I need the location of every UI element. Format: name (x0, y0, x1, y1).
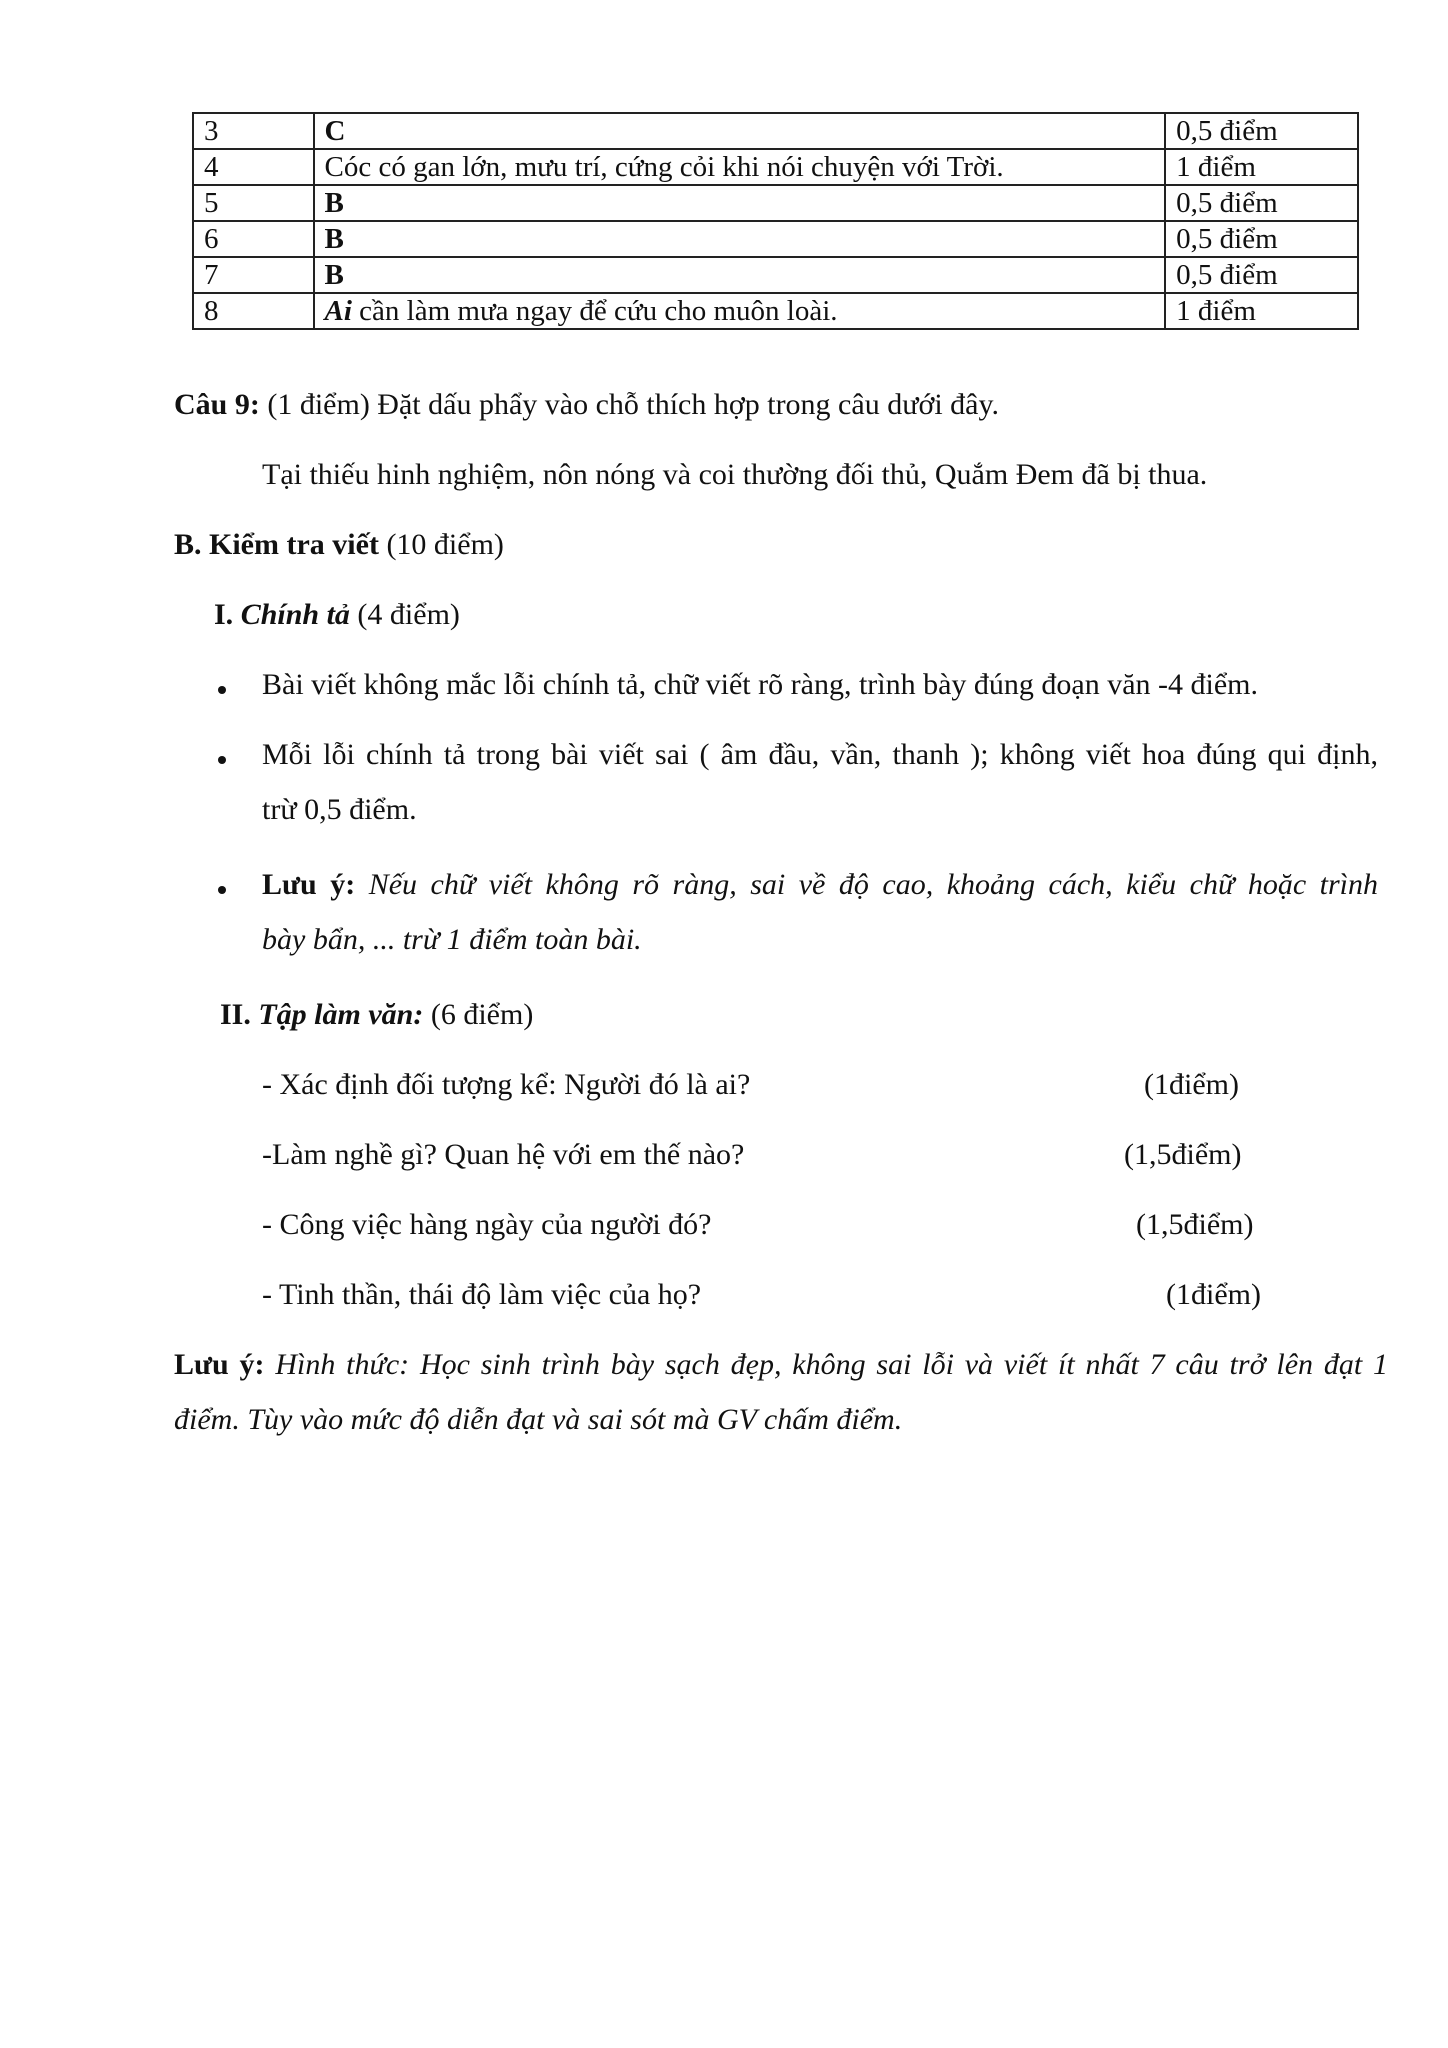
question-number: 3 (193, 113, 314, 149)
answer-rest: cần làm mưa ngay để cứu cho muôn loài. (351, 295, 838, 327)
part-2-heading (220, 998, 533, 1032)
rubric-item-1: - Xác định đối tượng kể: Người đó là ai? (262, 1068, 751, 1101)
bullet-icon (218, 686, 226, 694)
points-cell: 0,5 điểm (1165, 221, 1358, 257)
question-number: 5 (193, 185, 314, 221)
bullet-1-text: Bài viết không mắc lỗi chính tả, chữ viết rõ ràng, trình bày đúng đoạn văn -4 điểm. (262, 668, 1259, 701)
answer-cell (314, 293, 1166, 329)
bullet-2-text-cont: trừ 0,5 điểm. (262, 793, 417, 826)
points-cell: 0,5 điểm (1165, 113, 1358, 149)
question-9 (174, 388, 999, 422)
answer-cell: B (314, 221, 1166, 257)
final-note-line-1: Hình thức: Học sinh trình bày sạch đẹp, không sai lỗi và viết ít nhất 7 câu trở lên đạt 1 (264, 1348, 1389, 1381)
rubric-points-2: (1,5điểm) (1124, 1138, 1242, 1171)
part-2-title: Tập làm văn: (258, 998, 424, 1031)
part-1-roman: I. (214, 598, 234, 631)
points-cell: 0,5 điểm (1165, 185, 1358, 221)
question-9-text: (1 điểm) Đặt dấu phẩy vào chỗ thích hợp trong câu dưới đây. (259, 388, 1000, 421)
answer-cell: C (314, 113, 1166, 149)
points-cell: 1 điểm (1165, 149, 1358, 185)
answer-cell: B (314, 257, 1166, 293)
points-cell: 1 điểm (1165, 293, 1358, 329)
bullet-3-body: Nếu chữ viết không rõ ràng, sai về độ cao, khoảng cách, kiểu chữ hoặc trình (355, 868, 1378, 901)
bullet-2-text: Mỗi lỗi chính tả trong bài viết sai ( âm đầu, vần, thanh ); không viết hoa đúng qui định, (262, 738, 1378, 771)
table-row (193, 293, 1358, 329)
table-row (193, 149, 1358, 185)
section-b-title: B. Kiểm tra viết (174, 528, 379, 561)
table-row (193, 257, 1358, 293)
rubric-points-3: (1,5điểm) (1136, 1208, 1254, 1241)
table-row (193, 113, 1358, 149)
final-note-label: Lưu ý: (174, 1348, 265, 1381)
bullet-icon (218, 886, 226, 894)
rubric-item-3: - Công việc hàng ngày của người đó? (262, 1208, 712, 1241)
part-1-title: Chính tả (240, 598, 350, 631)
question-number: 7 (193, 257, 314, 293)
bullet-icon (218, 756, 226, 764)
table-row (193, 221, 1358, 257)
answer-subject: Ai (324, 295, 352, 327)
part-1-heading (214, 598, 460, 632)
question-number: 8 (193, 293, 314, 329)
answer-cell: Cóc có gan lớn, mưu trí, cứng cỏi khi nói chuyện với Trời. (314, 149, 1166, 185)
rubric-item-2: -Làm nghề gì? Quan hệ với em thế nào? (262, 1138, 745, 1171)
table-row (193, 185, 1358, 221)
question-number: 6 (193, 221, 314, 257)
bullet-3-lead: Lưu ý: (262, 868, 356, 901)
bullet-3-text (262, 868, 1378, 902)
final-note (174, 1348, 1388, 1382)
section-b-heading (174, 528, 504, 562)
answer-table (192, 112, 1359, 330)
section-b-points: (10 điểm) (378, 528, 504, 561)
part-2-roman: II. (220, 998, 251, 1031)
question-number: 4 (193, 149, 314, 185)
rubric-points-4: (1điểm) (1166, 1278, 1261, 1311)
rubric-item-4: - Tinh thần, thái độ làm việc của họ? (262, 1278, 702, 1311)
bullet-3-text-cont: bày bẩn, ... trừ 1 điểm toàn bài. (262, 923, 642, 956)
final-note-line-2: điểm. Tùy vào mức độ diễn đạt và sai sót mà GV chấm điểm. (174, 1403, 903, 1436)
question-9-sentence: Tại thiếu hinh nghiệm, nôn nóng và coi thường đối thủ, Quắm Đem đã bị thua. (262, 458, 1208, 491)
part-2-points: (6 điểm) (423, 998, 534, 1031)
question-9-label: Câu 9: (174, 388, 260, 421)
part-1-points: (4 điểm) (349, 598, 460, 631)
points-cell: 0,5 điểm (1165, 257, 1358, 293)
answer-cell: B (314, 185, 1166, 221)
rubric-points-1: (1điểm) (1144, 1068, 1239, 1101)
